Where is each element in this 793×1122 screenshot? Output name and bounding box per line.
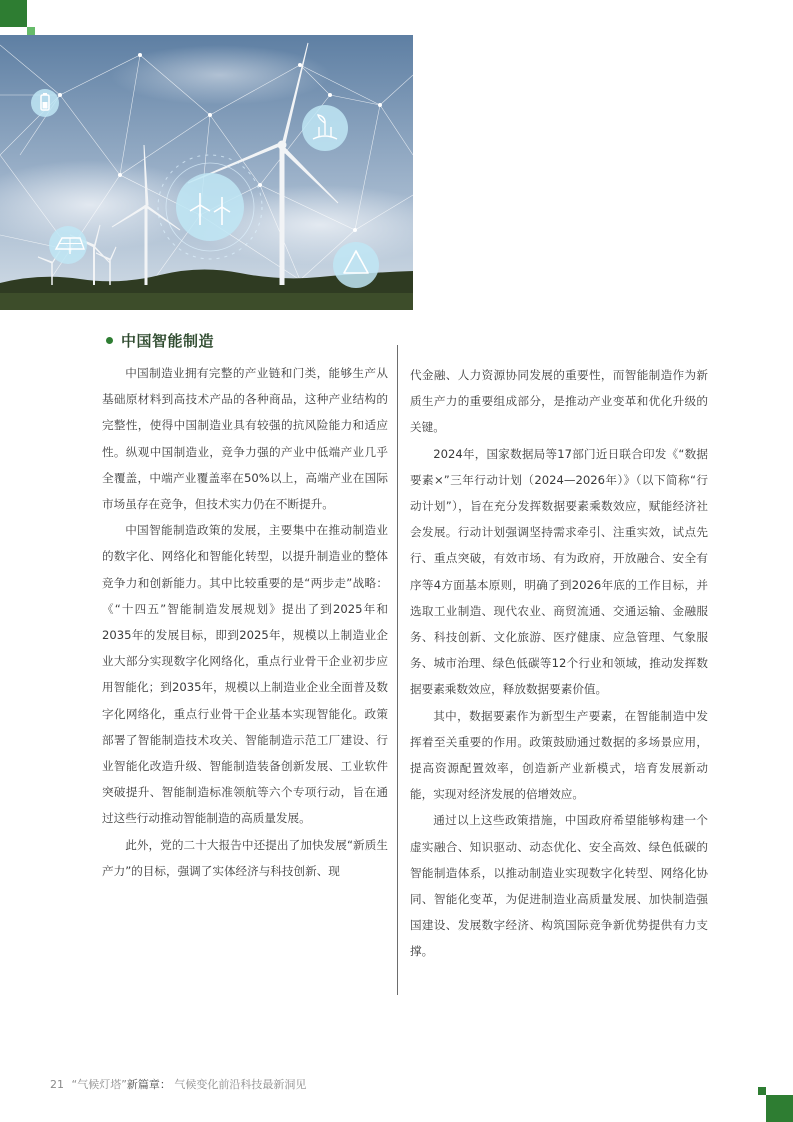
page-footer xyxy=(50,1076,306,1092)
corner-square-top-left xyxy=(27,27,35,35)
paragraph: 代金融、人力资源协同发展的重要性，而智能制造作为新质生产力的重要组成部分，是推动产业变革和优化升级的关键。 xyxy=(410,368,708,435)
plant-growth-icon xyxy=(302,105,348,151)
right-column xyxy=(410,362,708,965)
section-title: 中国智能制造 xyxy=(121,332,215,350)
wind-turbine-icon xyxy=(176,173,244,241)
page-number: 21 xyxy=(50,1078,64,1091)
solar-panel-icon xyxy=(49,226,87,264)
heading-bullet-icon xyxy=(106,337,113,344)
paragraph: 此外，党的二十大报告中还提出了加快发展“新质生产力”的目标，强调了实体经济与科技创新、现 xyxy=(102,837,388,878)
left-column xyxy=(102,360,388,884)
hero-wind-turbine-image xyxy=(0,35,413,310)
footer-chapter: 新篇章： xyxy=(126,1078,171,1091)
paragraph: 2024年，国家数据局等17部门近日联合印发《“数据要素×”三年行动计划（2024—2026年）》（以下简称“行动计划”），旨在充分发挥数据要素乘数效应，赋能经济社会发展。行动计划强调坚持需求牵引、注重实效，试点先行、重点突破，有效市场、有为政府，开放融合、安全有序等4方面基本原则，明确了到2026年底的工作目标，并选取工业制造、现代农业、商贸流通、交通运输、金融服务、科技创新、文化旅游、医疗健康、应急管理、气象服务、城市治理、绿色低碳等12个行业和领域，推动发挥数据要素乘数效应，释放数据要素价值。 xyxy=(410,446,708,697)
footer-subtitle: 气候变化前沿科技最新洞见 xyxy=(174,1078,307,1091)
paragraph: 中国智能制造政策的发展，主要集中在推动制造业的数字化、网络化和智能化转型，以提升制造业的整体竞争力和创新能力。其中比较重要的是“两步走”战略：《“十四五”智能制造发展规划》提出了到2025年和2035年的发展目标，即到2025年，规模以上制造业企业大部分实现数字化网络化，重点行业骨干企业初步应用智能化；到2035年，规模以上制造业企业全面普及数字化网络化，重点行业骨干企业基本实现智能化。政策部署了智能制造技术攻关、智能制造示范工厂建设、行业智能化改造升级、智能制造装备创新发展、工业软件突破提升、智能制造标准领航等六个专项行动，旨在通过这些行动推动智能制造的高质量发展。 xyxy=(102,523,388,826)
corner-block-top-left xyxy=(0,0,27,27)
battery-icon xyxy=(31,89,59,117)
recycle-icon xyxy=(333,242,379,288)
section-heading xyxy=(106,330,214,351)
column-divider xyxy=(397,345,398,995)
corner-square-bottom-right xyxy=(758,1087,766,1095)
footer-series: “气候灯塔” xyxy=(71,1078,127,1091)
paragraph: 通过以上这些政策措施，中国政府希望能够构建一个虚实融合、知识驱动、动态优化、安全高效、绿色低碳的智能制造体系，以推动制造业实现数字化转型、网络化协同、智能化变革，为促进制造业高质量发展、加快制造强国建设、发展数字经济、构筑国际竞争新优势提供有力支撑。 xyxy=(410,813,708,959)
paragraph: 中国制造业拥有完整的产业链和门类，能够生产从基础原材料到高技术产品的各种商品，这种产业结构的完整性，使得中国制造业具有较强的抗风险能力和适应性。纵观中国制造业，竞争力强的产业中低端产业几乎全覆盖，中端产业覆盖率在50%以上，高端产业在国际市场虽存在竞争，但技术实力仍在不断提升。 xyxy=(102,366,388,512)
paragraph: 其中，数据要素作为新型生产要素，在智能制造中发挥着至关重要的作用。政策鼓励通过数据的多场景应用，提高资源配置效率，创造新产业新模式，培育发展新动能，实现对经济发展的倍增效应。 xyxy=(410,708,708,802)
corner-block-bottom-right xyxy=(766,1095,793,1122)
